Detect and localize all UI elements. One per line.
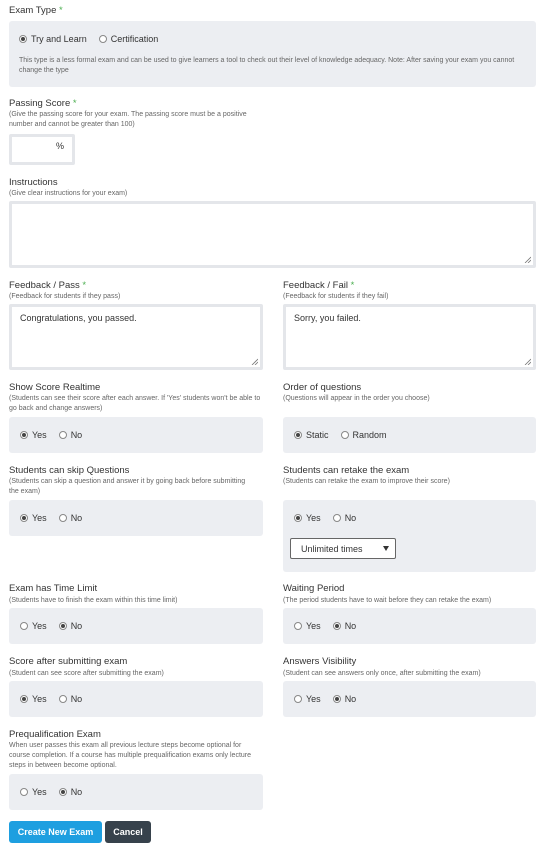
- score-after-submit-yes-option[interactable]: Yes: [20, 694, 47, 704]
- prequalification-no-option[interactable]: No: [59, 787, 83, 797]
- retake-times-select[interactable]: Unlimited times: [290, 538, 396, 559]
- answers-visibility-panel: [283, 681, 536, 717]
- order-static-option[interactable]: Static: [294, 430, 329, 440]
- percent-unit: %: [55, 141, 64, 151]
- chevron-down-icon: [383, 546, 389, 551]
- skip-questions-panel: [9, 500, 263, 536]
- prequalification-panel: [9, 774, 263, 810]
- instructions-textarea[interactable]: [9, 201, 536, 268]
- prequalification-hint: When user passes this exam all previous lecture steps become optional for course completion. If a course has multiple prequalification exams only lecture steps in between become optional.: [9, 742, 252, 769]
- radio-unchecked-icon[interactable]: [99, 35, 107, 43]
- exam-type-certification-option[interactable]: Certification: [99, 34, 159, 44]
- answers-visibility-yes-option[interactable]: Yes: [294, 694, 321, 704]
- show-score-realtime-no-option[interactable]: No: [59, 430, 83, 440]
- radio-checked-icon[interactable]: [333, 622, 341, 630]
- create-new-exam-button[interactable]: Create New Exam: [9, 821, 102, 843]
- retake-exam-yes-option[interactable]: Yes: [294, 513, 321, 523]
- order-random-option[interactable]: Random: [341, 430, 387, 440]
- order-of-questions-label: Order of questions: [283, 382, 362, 393]
- waiting-period-yes-option[interactable]: Yes: [294, 621, 321, 631]
- radio-unchecked-icon[interactable]: [20, 622, 28, 630]
- answers-visibility-hint: (Student can see answers only once, after submitting the exam): [283, 670, 481, 677]
- feedback-pass-label: Feedback / Pass *: [9, 280, 87, 291]
- cancel-button[interactable]: Cancel: [105, 821, 151, 843]
- feedback-pass-hint: (Feedback for students if they pass): [9, 293, 121, 300]
- radio-unchecked-icon[interactable]: [59, 431, 67, 439]
- radio-checked-icon[interactable]: [19, 35, 27, 43]
- radio-unchecked-icon[interactable]: [341, 431, 349, 439]
- skip-questions-label: Students can skip Questions: [9, 465, 130, 476]
- exam-type-label: Exam Type *: [9, 5, 63, 16]
- resize-grip-icon[interactable]: [524, 358, 531, 365]
- score-after-submit-label: Score after submitting exam: [9, 656, 128, 667]
- show-score-realtime-label: Show Score Realtime: [9, 382, 101, 393]
- score-after-submit-hint: (Student can see score after submitting the exam): [9, 670, 164, 677]
- prequalification-label: Prequalification Exam: [9, 729, 101, 740]
- time-limit-hint: (Students have to finish the exam within this time limit): [9, 597, 178, 604]
- skip-questions-yes-option[interactable]: Yes: [20, 513, 47, 523]
- prequalification-yes-option[interactable]: Yes: [20, 787, 47, 797]
- waiting-period-no-option[interactable]: No: [333, 621, 357, 631]
- resize-grip-icon[interactable]: [251, 358, 258, 365]
- order-of-questions-panel: [283, 417, 536, 453]
- time-limit-no-option[interactable]: No: [59, 621, 83, 631]
- radio-checked-icon[interactable]: [294, 514, 302, 522]
- retake-exam-hint: (Students can retake the exam to improve their score): [283, 478, 450, 485]
- score-after-submit-panel: [9, 681, 263, 717]
- answers-visibility-label: Answers Visibility: [283, 656, 357, 667]
- exam-type-description: This type is a less formal exam and can be used to give learners a tool to check out their level of knowledge adequacy. Note: After saving your exam you cannot change the type: [19, 57, 515, 74]
- radio-checked-icon[interactable]: [20, 695, 28, 703]
- retake-exam-no-option[interactable]: No: [333, 513, 357, 523]
- radio-checked-icon[interactable]: [20, 514, 28, 522]
- feedback-pass-textarea[interactable]: Congratulations, you passed.: [9, 304, 263, 370]
- radio-checked-icon[interactable]: [59, 622, 67, 630]
- skip-questions-no-option[interactable]: No: [59, 513, 83, 523]
- instructions-label: Instructions: [9, 177, 58, 188]
- radio-checked-icon[interactable]: [294, 431, 302, 439]
- show-score-realtime-hint: (Students can see their score after each answer. If 'Yes' students won't be able to go back and change answers): [9, 395, 261, 412]
- instructions-hint: (Give clear instructions for your exam): [9, 190, 128, 197]
- radio-unchecked-icon[interactable]: [20, 788, 28, 796]
- feedback-fail-hint: (Feedback for students if they fail): [283, 293, 389, 300]
- radio-unchecked-icon[interactable]: [294, 622, 302, 630]
- passing-score-input[interactable]: [9, 134, 75, 165]
- waiting-period-panel: [283, 608, 536, 644]
- skip-questions-hint: (Students can skip a question and answer it by going back before submitting the exam): [9, 478, 246, 495]
- resize-grip-icon[interactable]: [524, 256, 531, 263]
- radio-unchecked-icon[interactable]: [333, 514, 341, 522]
- time-limit-label: Exam has Time Limit: [9, 583, 98, 594]
- radio-unchecked-icon[interactable]: [59, 514, 67, 522]
- radio-unchecked-icon[interactable]: [59, 695, 67, 703]
- radio-checked-icon[interactable]: [20, 431, 28, 439]
- passing-score-hint: (Give the passing score for your exam. The passing score must be a positive number and cannot be greater than 100): [9, 111, 247, 128]
- score-after-submit-no-option[interactable]: No: [59, 694, 83, 704]
- radio-unchecked-icon[interactable]: [294, 695, 302, 703]
- radio-checked-icon[interactable]: [333, 695, 341, 703]
- radio-checked-icon[interactable]: [59, 788, 67, 796]
- passing-score-label: Passing Score *: [9, 98, 77, 109]
- exam-type-try-and-learn-option[interactable]: Try and Learn: [19, 34, 87, 44]
- retake-exam-label: Students can retake the exam: [283, 465, 410, 476]
- order-of-questions-hint: (Questions will appear in the order you choose): [283, 395, 430, 402]
- show-score-realtime-panel: [9, 417, 263, 453]
- time-limit-yes-option[interactable]: Yes: [20, 621, 47, 631]
- answers-visibility-no-option[interactable]: No: [333, 694, 357, 704]
- waiting-period-label: Waiting Period: [283, 583, 345, 594]
- show-score-realtime-yes-option[interactable]: Yes: [20, 430, 47, 440]
- waiting-period-hint: (The period students have to wait before they can retake the exam): [283, 597, 492, 604]
- time-limit-panel: [9, 608, 263, 644]
- feedback-fail-textarea[interactable]: Sorry, you failed.: [283, 304, 536, 370]
- retake-exam-panel: [283, 500, 536, 572]
- exam-type-panel: [9, 21, 536, 87]
- feedback-fail-label: Feedback / Fail *: [283, 280, 355, 291]
